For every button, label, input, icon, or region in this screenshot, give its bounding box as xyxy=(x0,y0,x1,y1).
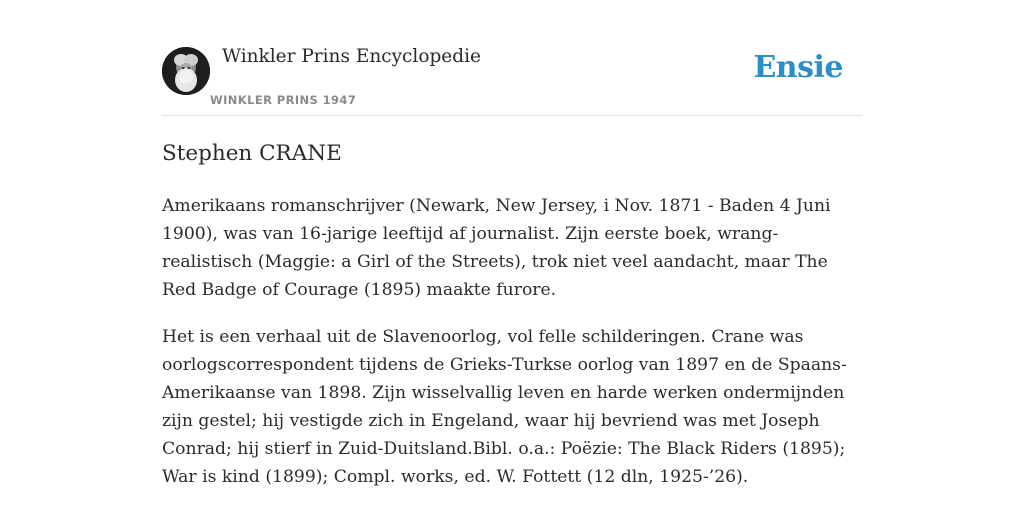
source-subtitle: WINKLER PRINS 1947 xyxy=(210,93,357,107)
article-card xyxy=(162,0,862,512)
article-paragraph: Het is een verhaal uit de Slavenoorlog, vol felle schilderingen. Crane was oorlogscorrespondent tijdens de Grieks-Turkse oorlog van 1897 en de Spaans-Amerikaanse van 1898. Zijn wisselvallig leven en harde werken ondermijnden zijn gestel; hij vestigde zich in Engeland, waar hij bevriend was met Joseph Conrad; hij stierf in Zuid-Duitsland.Bibl. o.a.: Poëzie: The Black Riders (1895); War is kind (1899); Compl. works, ed. W. Fottett (12 dln, 1925-’26). xyxy=(162,327,847,487)
brand-logo[interactable]: Ensie xyxy=(753,50,843,85)
source-header xyxy=(162,0,862,116)
bearded-man-portrait-icon[interactable] xyxy=(162,47,210,95)
article-paragraph: Amerikaans romanschrijver (Newark, New Jersey, i Nov. 1871 - Baden 4 Juni 1900), was van 16-jarige leeftijd af journalist. Zijn eerste boek, wrang-realistisch (Maggie: a Girl of the Streets), trok niet veel aandacht, maar The Red Badge of Courage (1895) maakte furore. xyxy=(162,196,831,300)
article-title: Stephen CRANE xyxy=(162,141,342,166)
article-body xyxy=(162,192,864,510)
source-title[interactable]: Winkler Prins Encyclopedie xyxy=(222,46,481,67)
